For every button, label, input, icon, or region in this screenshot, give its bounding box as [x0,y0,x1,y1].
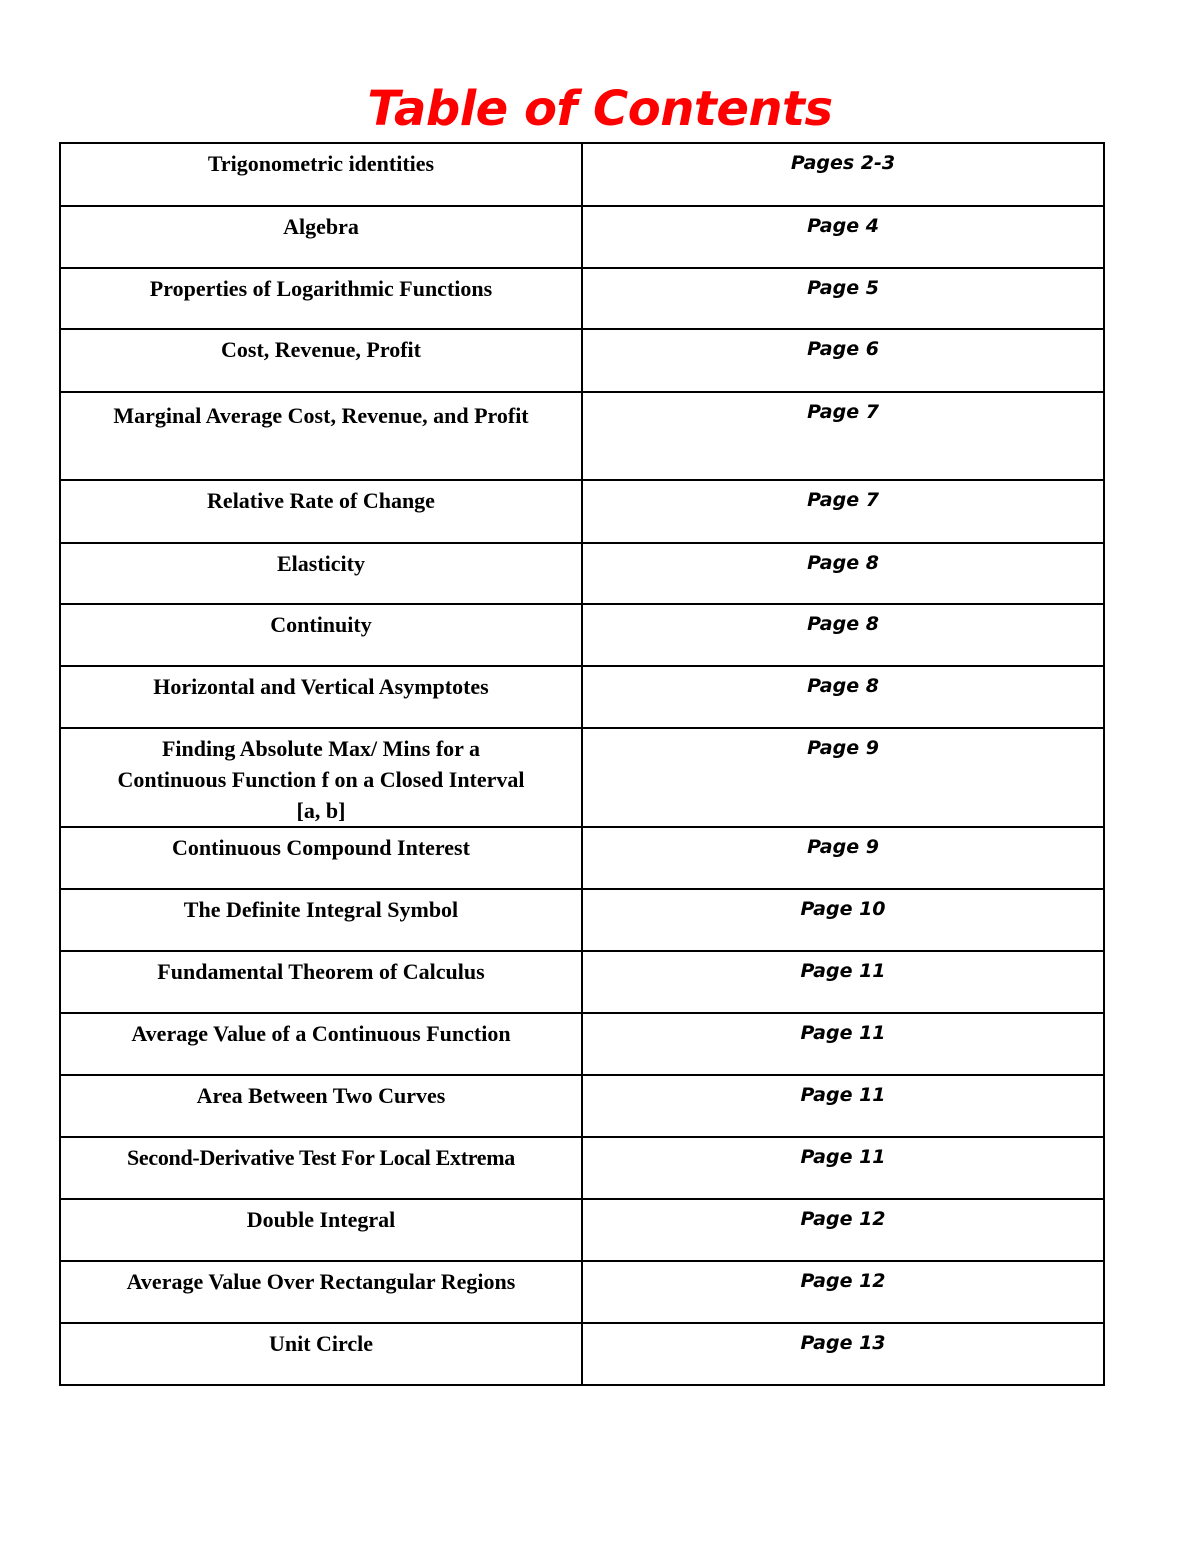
table-row [60,889,1104,951]
page-number-cell: Page 7 [582,480,1104,543]
topic-cell: Algebra [60,206,582,268]
table-row [60,604,1104,666]
topic-cell: Marginal Average Cost, Revenue, and Profit [60,392,582,480]
page-title: Table of Contents [367,81,833,137]
page-number-cell: Page 11 [582,1137,1104,1199]
page-number-cell: Page 6 [582,329,1104,392]
table-row [60,951,1104,1013]
topic-cell: Second-Derivative Test For Local Extrema [60,1137,582,1199]
table-row [60,1261,1104,1323]
topic-cell: Fundamental Theorem of Calculus [60,951,582,1013]
page-number-cell: Page 9 [582,728,1104,827]
table-row [60,480,1104,543]
topic-cell: The Definite Integral Symbol [60,889,582,951]
topic-cell: Average Value of a Continuous Function [60,1013,582,1075]
page-number-cell: Page 8 [582,666,1104,728]
topic-cell: Horizontal and Vertical Asymptotes [60,666,582,728]
topic-cell: Continuous Compound Interest [60,827,582,889]
table-row [60,1013,1104,1075]
page-number-cell: Page 11 [582,1013,1104,1075]
table-row [60,1323,1104,1385]
page-number-cell: Pages 2-3 [582,143,1104,206]
page-number-cell: Page 4 [582,206,1104,268]
page-number-cell: Page 12 [582,1261,1104,1323]
table-row [60,143,1104,206]
page-number-cell: Page 13 [582,1323,1104,1385]
page-number-cell: Page 8 [582,543,1104,604]
topic-cell: Continuity [60,604,582,666]
topic-cell: Relative Rate of Change [60,480,582,543]
topic-cell: Properties of Logarithmic Functions [60,268,582,329]
topic-cell: Double Integral [60,1199,582,1261]
table-row [60,329,1104,392]
table-row [60,392,1104,480]
table-row [60,827,1104,889]
table-row [60,206,1104,268]
table-row [60,1075,1104,1137]
page-number-cell: Page 12 [582,1199,1104,1261]
page-number-cell: Page 9 [582,827,1104,889]
table-row [60,728,1104,827]
page-number-cell: Page 7 [582,392,1104,480]
topic-cell: Elasticity [60,543,582,604]
page-number-cell: Page 11 [582,951,1104,1013]
toc-table [59,142,1105,1386]
table-row [60,543,1104,604]
topic-cell: Area Between Two Curves [60,1075,582,1137]
topic-cell: Cost, Revenue, Profit [60,329,582,392]
topic-cell: Average Value Over Rectangular Regions [60,1261,582,1323]
table-row [60,666,1104,728]
table-row [60,1137,1104,1199]
page-number-cell: Page 5 [582,268,1104,329]
page-number-cell: Page 8 [582,604,1104,666]
topic-cell: Trigonometric identities [60,143,582,206]
topic-cell: Finding Absolute Max/ Mins for a Continuous Function f on a Closed Interval [a, b] [60,728,582,827]
table-row [60,268,1104,329]
topic-cell: Unit Circle [60,1323,582,1385]
page-number-cell: Page 10 [582,889,1104,951]
table-row [60,1199,1104,1261]
page-number-cell: Page 11 [582,1075,1104,1137]
